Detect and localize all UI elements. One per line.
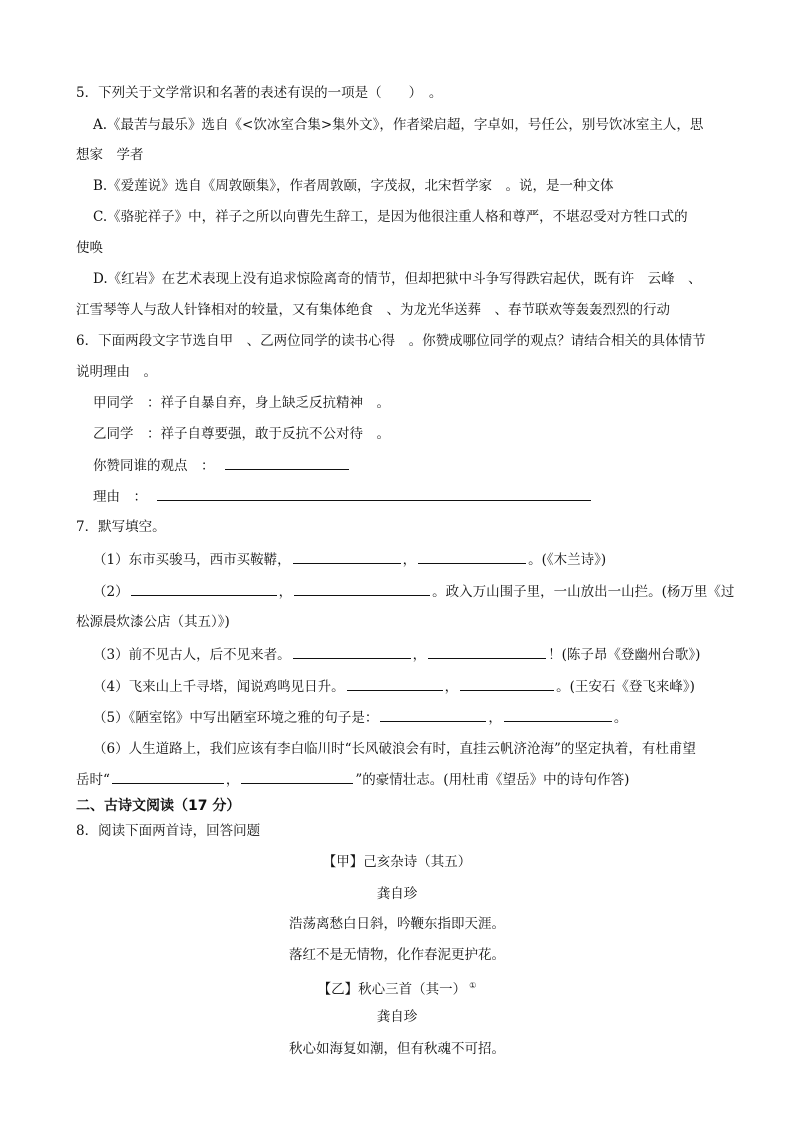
q7-5-blank-b[interactable]: [504, 708, 612, 722]
q7-6-text: 岳时“: [76, 772, 110, 788]
q5-option-c-cont: 使唤: [76, 240, 103, 256]
q6-reason-line: [93, 487, 593, 506]
poem2-title-line: [0, 977, 794, 999]
q7-1-blank-b[interactable]: [418, 550, 526, 564]
q7-3-source: ！(陈子昂《登幽州台歌》): [548, 647, 701, 663]
q6-view-blank[interactable]: [225, 456, 349, 470]
q7-5-end: 。: [613, 710, 628, 726]
q8-stem: 8．阅读下面两首诗，回答问题: [76, 823, 261, 839]
q5-option-d-cont: 江雪琴等人与敌人针锋相对的较量，又有集体绝食 、为龙光华送葬 、春节联欢等轰轰烈烈的行动: [76, 302, 670, 318]
q7-1-blank-a[interactable]: [293, 550, 401, 564]
q6-view-line: [93, 456, 351, 475]
q7-5-sep: ，: [488, 710, 502, 726]
q6-student-jia: 甲同学 ：祥子自暴自弃，身上缺乏反抗精神 。: [93, 395, 390, 411]
q7-3-sep: ，: [412, 647, 427, 663]
q7-6-blank-a[interactable]: [112, 770, 224, 784]
q7-4-text: （4）飞来山上千寻塔，闻说鸡鸣见日升。: [93, 679, 345, 695]
q7-item-2: [93, 582, 734, 601]
q5-option-a-cont: 想家 学者: [76, 147, 144, 163]
q7-1-text: （1）东市买骏马，西市买鞍鞯，: [93, 552, 291, 568]
q7-1-source: 。(《木兰诗》): [528, 552, 607, 568]
q6-stem-cont: 说明理由 。: [76, 364, 157, 380]
poem1-author: 龚自珍: [376, 886, 418, 902]
q7-2-sep: ，: [278, 584, 293, 600]
q7-4-sep: ，: [444, 679, 459, 695]
q7-2-text: （2）: [93, 584, 129, 600]
q7-3-text: （3）前不见古人，后不见来者。: [93, 647, 291, 663]
poem2-title: 【乙】秋心三首（其一）: [317, 981, 467, 998]
q7-item-3: [93, 645, 700, 664]
q7-2-blank-a[interactable]: [131, 582, 277, 596]
q7-4-source: 。(王安石《登飞来峰》): [556, 679, 695, 695]
poem2-author: 龚自珍: [376, 1009, 418, 1025]
q7-3-blank-b[interactable]: [428, 645, 546, 659]
q7-item-2-cont: 松源晨炊漆公店（其五）》): [76, 614, 230, 630]
poem2-line-1: 秋心如海复如潮，但有秋魂不可招。: [289, 1041, 505, 1057]
q5-option-d: D.《红岩》在艺术表现上没有追求惊险离奇的情节，但却把狱中斗争写得跌宕起伏，既有许 云峰 、: [93, 271, 702, 287]
q6-reason-blank[interactable]: [157, 487, 591, 501]
q7-item-6: （6）人生道路上，我们应该有李白临川时“长风破浪会有时，直挂云帆济沧海”的坚定执着，有杜甫望: [93, 741, 696, 757]
q6-view-label: 你赞同谁的观点 ：: [93, 458, 215, 474]
q7-5-text: （5）《陋室铭》中写出陋室环境之雅的句子是：: [93, 710, 379, 726]
q7-4-blank-a[interactable]: [347, 677, 443, 691]
q7-item-1: [93, 550, 606, 569]
section-2-title: 二、古诗文阅读（17 分）: [76, 798, 241, 814]
poem1-title: 【甲】己亥杂诗（其五）: [322, 854, 472, 870]
q7-6-source: ”的豪情壮志。(用杜甫《望岳》中的诗句作答): [355, 772, 630, 788]
q7-5-blank-a[interactable]: [380, 708, 486, 722]
q7-2-blank-b[interactable]: [294, 582, 430, 596]
poem1-line-1: 浩荡离愁白日斜，吟鞭东指即天涯。: [289, 916, 505, 932]
q6-stem: 6．下面两段文字节选自甲 、乙两位同学的读书心得 。你赞成哪位同学的观点？请结合相关的具体情节: [76, 333, 706, 349]
q6-reason-label: 理由 ：: [93, 489, 147, 505]
q6-student-yi: 乙同学 ：祥子自尊要强，敢于反抗不公对待 。: [93, 426, 390, 442]
q7-6-blank-b[interactable]: [241, 770, 353, 784]
q7-1-sep: ，: [402, 552, 417, 568]
q7-6-sep: ，: [225, 772, 240, 788]
q5-stem: 5．下列关于文学常识和名著的表述有误的一项是（ ） 。: [76, 85, 443, 101]
poem1-line-2: 落红不是无情物，化作春泥更护花。: [289, 947, 505, 963]
q7-4-blank-b[interactable]: [460, 677, 554, 691]
q5-option-b: B.《爱莲说》选自《周敦颐集》，作者周敦颐，字茂叔，北宋哲学家 。说，是一种文体: [93, 178, 614, 194]
q7-item-4: [93, 677, 695, 696]
poem2-footnote-marker: ①: [469, 981, 477, 990]
q5-option-c: C.《骆驼祥子》中，祥子之所以向曹先生辞工，是因为他很注重人格和尊严，不堪忍受对方牲口式的: [93, 209, 688, 225]
q7-3-blank-a[interactable]: [293, 645, 411, 659]
q7-2-source: 。政入万山围子里，一山放出一山拦。(杨万里《过: [432, 584, 735, 600]
q7-item-5: [93, 708, 627, 727]
q5-option-a: A.《最苦与最乐》选自《<饮冰室合集>集外文》，作者梁启超，字卓如，号任公，别号饮冰室主人，思: [93, 117, 704, 133]
q7-item-6-cont: [76, 770, 629, 789]
q7-stem: 7．默写填空。: [76, 519, 166, 535]
